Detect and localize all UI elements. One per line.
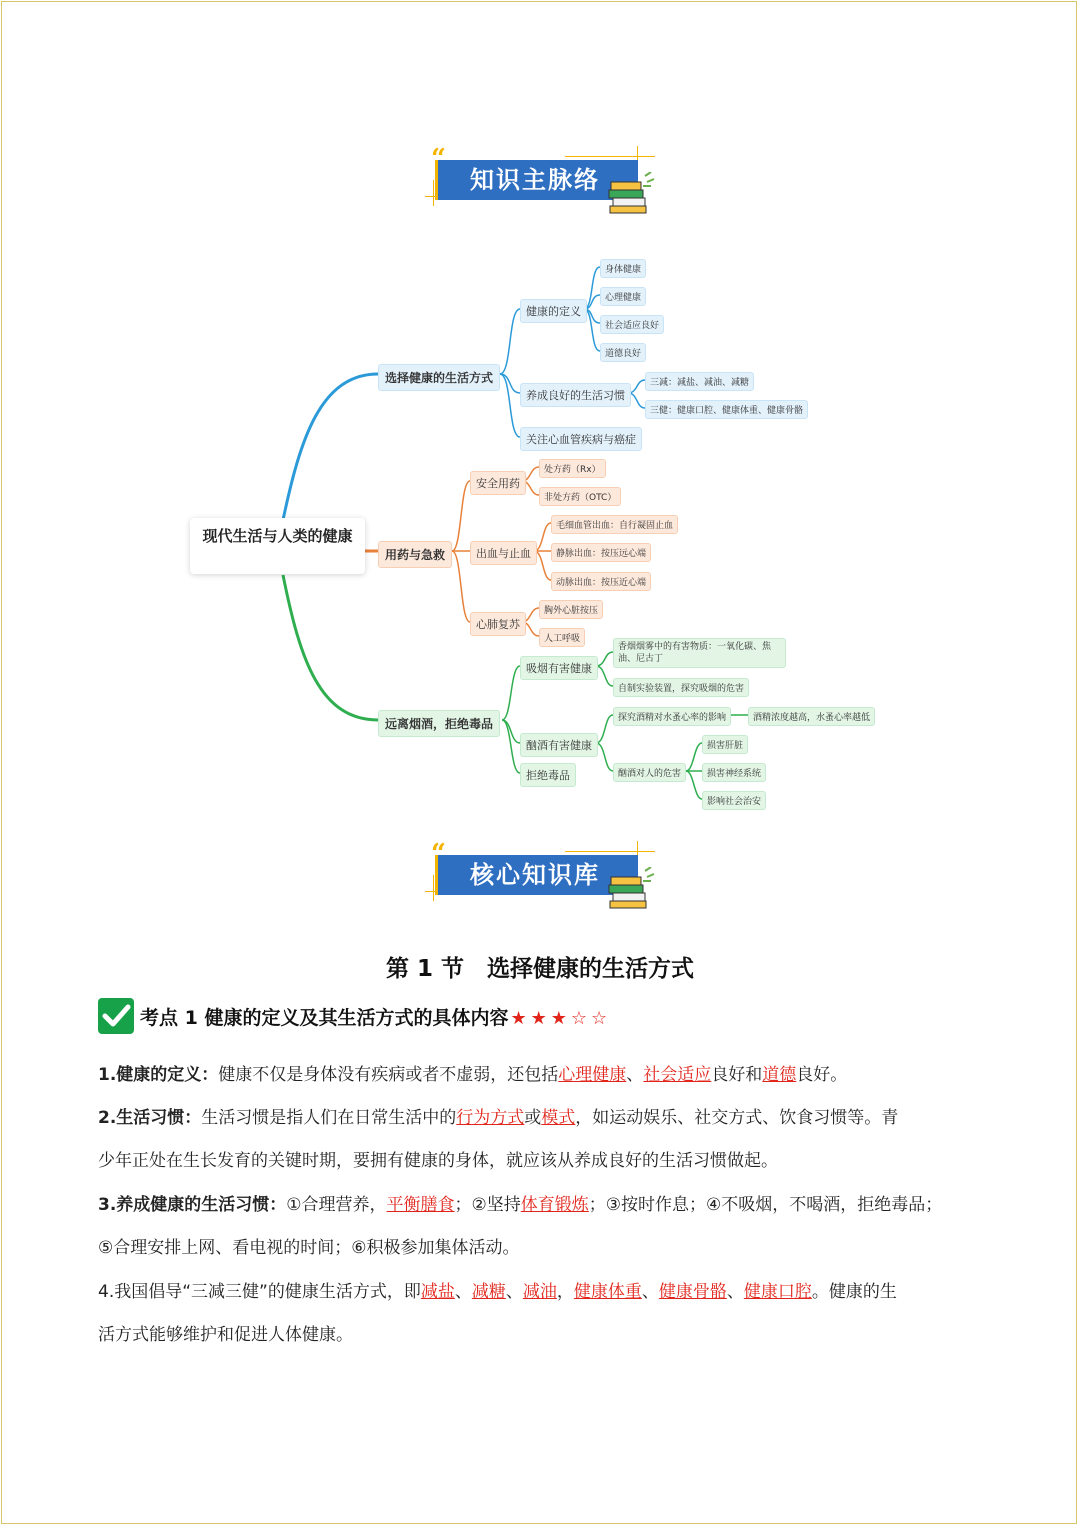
branch-medicine-first-aid: 用药与急救 xyxy=(378,541,452,568)
p3-label: 3.养成健康的生活习惯： xyxy=(98,1195,287,1215)
p1-text-b: 、 xyxy=(626,1065,644,1085)
p4-text-a: 4.我国倡导“三减三健”的健康生活方式，即 xyxy=(98,1282,421,1302)
p2-label: 2.生活习惯： xyxy=(98,1108,202,1128)
separator: 、 xyxy=(454,1282,472,1302)
p3-text-b: ；②坚持 xyxy=(454,1195,521,1215)
node-alcohol-effects: 酗酒对人的危害 xyxy=(613,763,686,782)
node-moral-health: 道德良好 xyxy=(600,343,646,362)
node-liver-damage: 损害肝脏 xyxy=(702,735,748,754)
keyword: 健康骨骼 xyxy=(658,1282,727,1302)
node-nerve-damage: 损害神经系统 xyxy=(702,763,766,782)
core-banner xyxy=(425,839,665,915)
mindmap-banner-title: 知识主脉络 xyxy=(470,166,600,194)
node-social-security: 影响社会治安 xyxy=(702,791,766,810)
branch-avoid-tobacco-alcohol: 远离烟酒，拒绝毒品 xyxy=(378,710,500,737)
node-three-reductions: 三减：减盐、减油、减糖 xyxy=(645,372,754,391)
p2-text-b: 或 xyxy=(524,1108,542,1128)
node-mental-health: 心理健康 xyxy=(600,287,646,306)
p3-line2: ⑤合理安排上网、看电视的时间；⑥积极参加集体活动。 xyxy=(98,1238,520,1258)
keyword: 健康口腔 xyxy=(743,1282,812,1302)
node-bleeding: 出血与止血 xyxy=(470,541,537,565)
node-refuse-drugs: 拒绝毒品 xyxy=(520,763,576,787)
branch-healthy-lifestyle: 选择健康的生活方式 xyxy=(378,364,500,391)
node-artery-bleeding: 动脉出血：按压近心端 xyxy=(551,572,651,591)
paragraph-healthy-habits xyxy=(98,1184,998,1270)
node-daphnia-experiment: 探究酒精对水蚤心率的影响 xyxy=(613,707,731,726)
p4-line2: 活方式能够维护和促进人体健康。 xyxy=(98,1325,353,1345)
node-alcohol-harm: 酗酒有害健康 xyxy=(520,733,598,757)
node-vein-bleeding: 静脉出血：按压远心端 xyxy=(551,543,651,562)
quote-icon: “ xyxy=(431,839,446,869)
p3-text-a: ①合理营养， xyxy=(286,1195,387,1215)
kaodian-title: 考点 1 健康的定义及其生活方式的具体内容 xyxy=(140,1007,509,1029)
paragraph-health-definition xyxy=(98,1054,998,1097)
node-rx: 处方药（Rx） xyxy=(539,459,606,478)
separator: ， xyxy=(556,1282,574,1302)
keyword: 健康体重 xyxy=(573,1282,642,1302)
node-alcohol-conclusion: 酒精浓度越高，水蚤心率越低 xyxy=(748,707,875,726)
p2-line2: 少年正处在生长发育的关键时期，要拥有健康的身体，就应该从养成良好的生活习惯做起。 xyxy=(98,1151,778,1171)
checkmark-icon xyxy=(98,998,134,1034)
separator: 、 xyxy=(641,1282,659,1302)
p1-label: 1.健康的定义： xyxy=(98,1065,219,1085)
core-banner-title: 核心知识库 xyxy=(470,861,600,889)
p3-text-c: ；③按时作息；④不吸烟，不喝酒，拒绝毒品； xyxy=(588,1195,943,1215)
node-social-adaptation: 社会适应良好 xyxy=(600,315,664,334)
node-smoking-experiment: 自制实验装置，探究吸烟的危害 xyxy=(613,678,749,697)
node-three-healths: 三健：健康口腔、健康体重、健康骨骼 xyxy=(645,400,808,419)
node-chest-compression: 胸外心脏按压 xyxy=(539,600,603,619)
node-cardio-cancer: 关注心血管疾病与癌症 xyxy=(520,427,642,451)
keyword: 道德 xyxy=(762,1065,797,1085)
node-safe-medicine: 安全用药 xyxy=(470,471,526,495)
section-title: 第 1 节 选择健康的生活方式 xyxy=(385,956,695,982)
node-smoking-harm: 吸烟有害健康 xyxy=(520,656,598,680)
mindmap-root: 现代生活与人类的健康 xyxy=(190,518,365,574)
node-good-habits: 养成良好的生活习惯 xyxy=(520,383,631,407)
p1-text-c: 良好和 xyxy=(711,1065,763,1085)
paragraph-three-reductions xyxy=(98,1271,998,1357)
node-capillary-bleeding: 毛细血管出血：自行凝固止血 xyxy=(551,515,678,534)
node-health-definition: 健康的定义 xyxy=(520,299,587,323)
node-smoke-substances: 香烟烟雾中的有害物质：一氧化碳、焦油、尼古丁 xyxy=(613,638,786,668)
paragraph-living-habits xyxy=(98,1097,998,1183)
keyword: 减盐 xyxy=(420,1282,455,1302)
separator: 、 xyxy=(726,1282,744,1302)
keyword: 平衡膳食 xyxy=(386,1195,455,1215)
books-icon xyxy=(607,867,655,909)
p2-text-c: ，如运动娱乐、社交方式、饮食习惯等。青 xyxy=(575,1108,899,1128)
keyword: 社会适应 xyxy=(643,1065,712,1085)
node-artificial-respiration: 人工呼吸 xyxy=(539,628,585,647)
difficulty-stars: ★★★☆☆ xyxy=(510,1008,612,1029)
p1-text-d: 良好。 xyxy=(796,1065,848,1085)
keyword: 减油 xyxy=(522,1282,557,1302)
keyword: 模式 xyxy=(541,1108,576,1128)
p4-text-b: 。健康的生 xyxy=(811,1282,897,1302)
node-physical-health: 身体健康 xyxy=(600,259,646,278)
quote-icon: “ xyxy=(431,144,446,174)
keyword: 心理健康 xyxy=(558,1065,627,1085)
keyword: 体育锻炼 xyxy=(520,1195,589,1215)
node-cpr: 心肺复苏 xyxy=(470,612,526,636)
keyword: 减糖 xyxy=(471,1282,506,1302)
node-otc: 非处方药（OTC） xyxy=(539,487,621,506)
keyword: 行为方式 xyxy=(456,1108,525,1128)
p1-text-a: 健康不仅是身体没有疾病或者不虚弱，还包括 xyxy=(218,1065,559,1085)
p2-text-a: 生活习惯是指人们在日常生活中的 xyxy=(201,1108,457,1128)
separator: 、 xyxy=(505,1282,523,1302)
